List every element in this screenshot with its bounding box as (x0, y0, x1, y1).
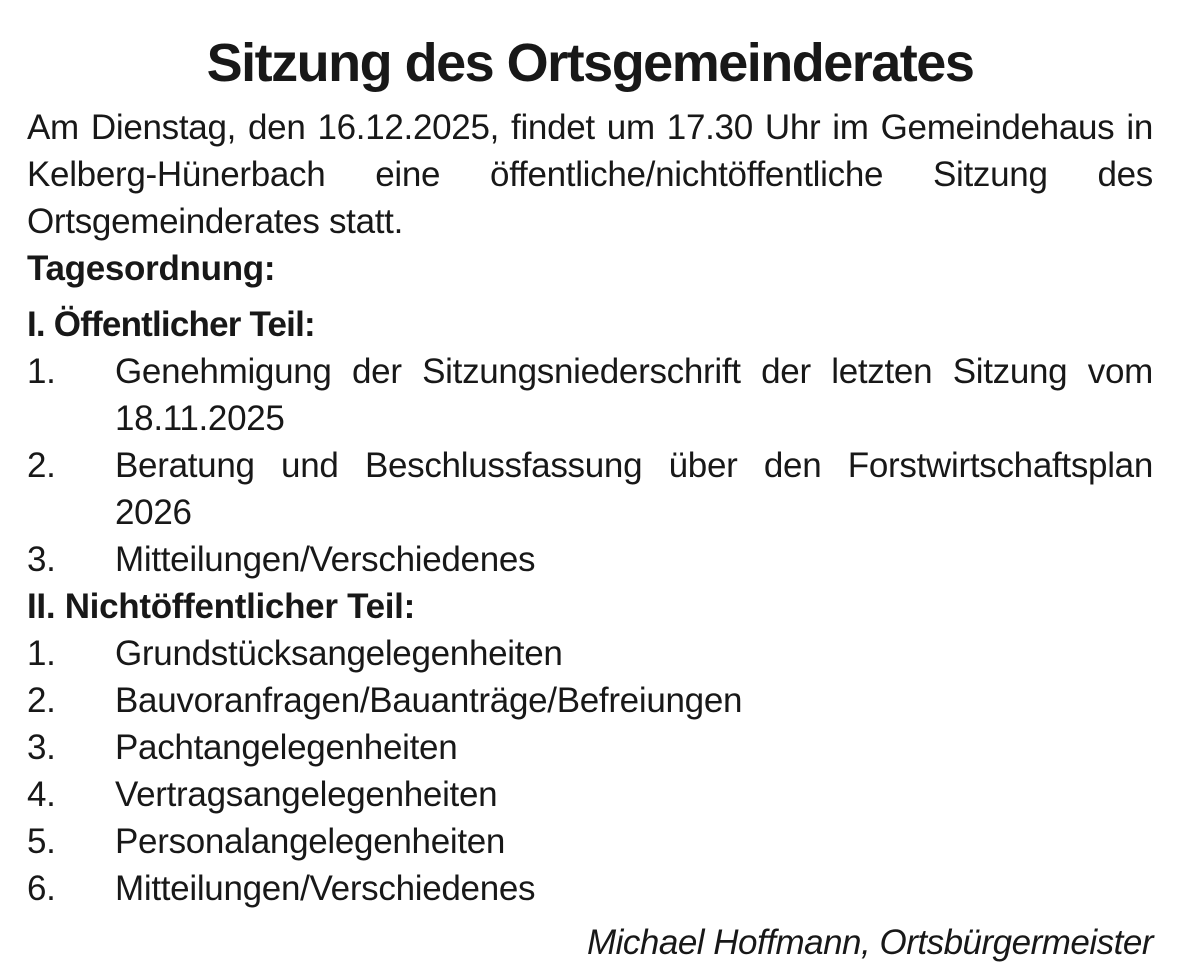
item-text: Grundstücksangelegenheiten (115, 634, 563, 673)
item-text: Personalangelegenheiten (115, 822, 506, 861)
item-number: 5. (27, 822, 56, 861)
nonpublic-agenda-list (27, 630, 1153, 912)
item-text: Beratung und Beschlussfassung über den Forstwirtschaftsplan 2026 (115, 446, 1153, 532)
item-number: 2. (27, 446, 56, 485)
item-number: 6. (27, 869, 56, 908)
item-text: Vertragsangelegenheiten (115, 775, 498, 814)
intro-paragraph: Am Dienstag, den 16.12.2025, findet um 17.30 Uhr im Gemeindehaus in Kelberg-Hünerbach eine öffentliche/nichtöffentliche Sitzung des Ortsgemeinderates statt. (27, 108, 1153, 241)
item-number: 4. (27, 775, 56, 814)
signature-line: Michael Hoffmann, Ortsbürgermeister (586, 923, 1153, 962)
item-text: Genehmigung der Sitzungsniederschrift der letzten Sitzung vom 18.11.2025 (115, 352, 1153, 438)
public-agenda-list (27, 348, 1153, 583)
list-item (27, 536, 1153, 583)
page-title: Sitzung des Ortsgemeinderates (206, 33, 974, 93)
list-item (27, 818, 1153, 865)
item-number: 3. (27, 540, 56, 579)
list-item (27, 348, 1153, 442)
item-text: Mitteilungen/Verschiedenes (115, 540, 536, 579)
item-number: 2. (27, 681, 56, 720)
section-heading-public: I. Öffentlicher Teil: (27, 305, 315, 344)
item-text: Pachtangelegenheiten (115, 728, 458, 767)
item-number: 1. (27, 634, 56, 673)
section-heading-nonpublic: II. Nichtöffentlicher Teil: (27, 587, 415, 626)
item-number: 3. (27, 728, 56, 767)
list-item (27, 771, 1153, 818)
list-item (27, 630, 1153, 677)
item-text: Bauvoranfragen/Bauanträge/Befreiungen (115, 681, 743, 720)
agenda-heading: Tagesordnung: (27, 249, 276, 288)
list-item (27, 865, 1153, 912)
item-number: 1. (27, 352, 56, 391)
list-item (27, 677, 1153, 724)
list-item (27, 442, 1153, 536)
list-item (27, 724, 1153, 771)
item-text: Mitteilungen/Verschiedenes (115, 869, 536, 908)
